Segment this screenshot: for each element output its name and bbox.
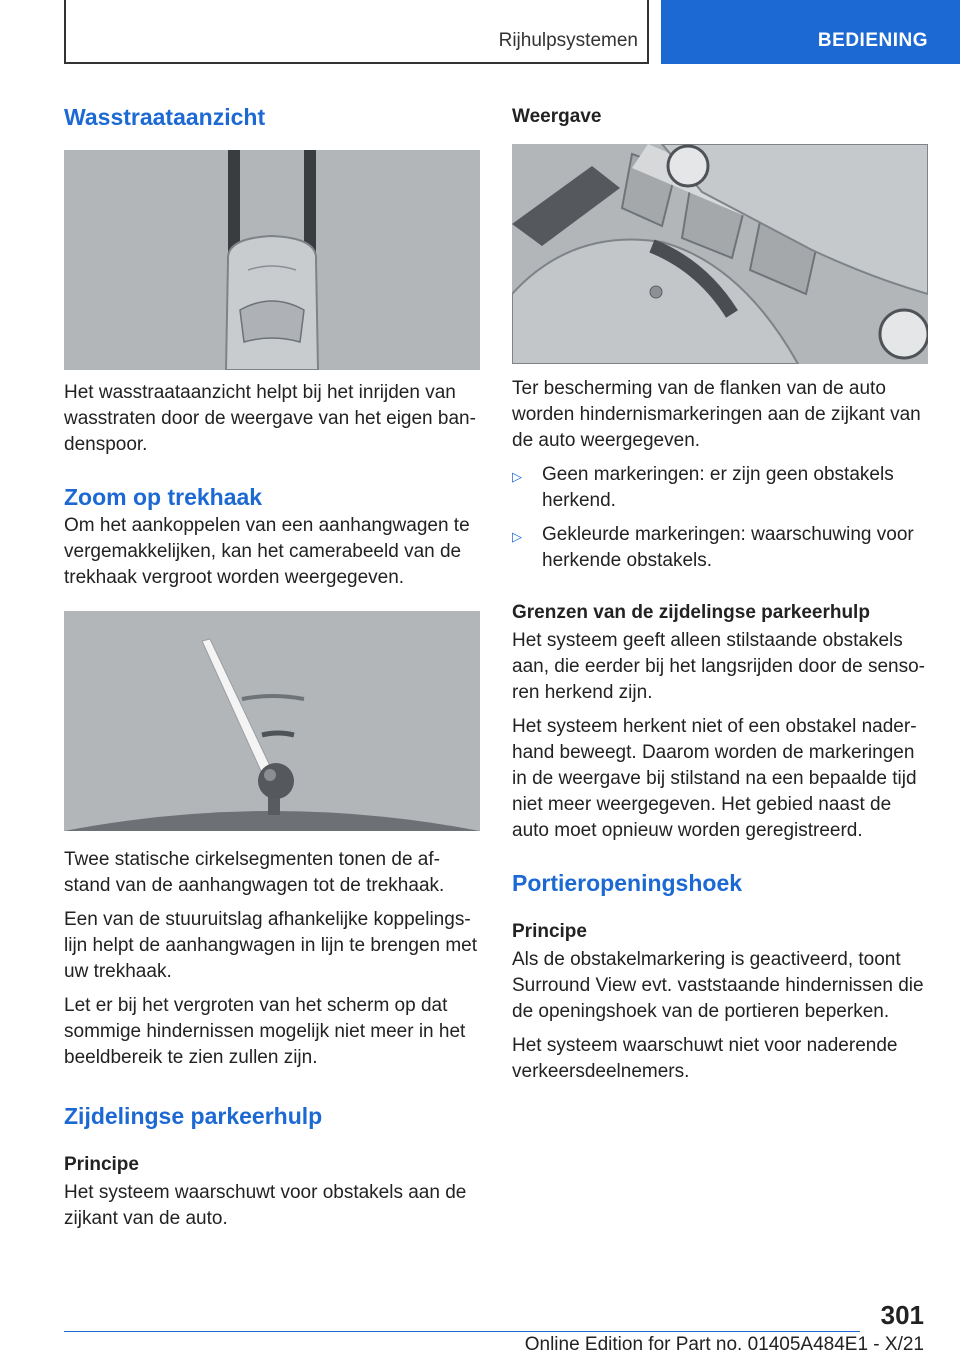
heading-wasstraataanzicht: Wasstraataanzicht	[64, 104, 266, 130]
paragraph-door-1: Als de obstakelmarkering is geactiveerd, toont Surround View evt. vaststaande hindernissen die de openingshoek van de portieren beperken.	[512, 948, 924, 1022]
figure-tow-hitch-zoom	[64, 611, 480, 831]
figure-side-parking-display	[512, 144, 928, 364]
left-column	[64, 104, 480, 1232]
paragraph-limits-2: Het systeem herkent niet of een obstakel naderhand beweegt. Daarom worden de markeringen in de weergave bij stilstand na een bepaalde tijd niet meer weergegeven. Het gebied naast de auto moet opnieuw worden geregistreerd.	[512, 716, 917, 841]
footer-divider	[64, 1331, 860, 1332]
subheading-principe-right: Principe	[512, 920, 587, 942]
triangle-bullet-icon: ▷	[512, 469, 522, 484]
triangle-bullet-icon: ▷	[512, 529, 522, 544]
paragraph-zoom-description: Om het aankoppelen van een aanhangwagen te vergemakkelijken, kan het camerabeeld van de trekhaak vergroot worden weergegeven.	[64, 515, 470, 589]
list-item	[512, 522, 928, 574]
subheading-weergave: Weergave	[512, 106, 602, 127]
bullet-list	[512, 462, 928, 574]
heading-zoom-trekhaak: Zoom op trekhaak	[64, 483, 263, 510]
right-column	[512, 106, 928, 1085]
paragraph-circle-segments: Twee statische cirkelsegmenten tonen de afstand van de aanhangwagen tot de trekhaak.	[64, 849, 445, 897]
paragraph-zoom-note: Let er bij het vergroten van het scherm op dat sommige hindernissen mogelijk niet meer in het beeldbereik te zien zullen zijn.	[64, 995, 466, 1069]
header-chapter-tab: BEDIENING	[661, 0, 960, 64]
header-section-title: Rijhulpsystemen	[498, 30, 638, 51]
subheading-grenzen: Grenzen van de zijdelingse parkeerhulp	[512, 602, 870, 623]
page-number: 301	[880, 1300, 924, 1330]
list-item-text: Gekleurde markeringen: waarschuwing voor herkende obstakels.	[542, 524, 914, 571]
subheading-principe-left: Principe	[64, 1153, 139, 1175]
paragraph-view-description: Ter bescherming van de flanken van de auto worden hindernismarkeringen aan de zijkant van de auto weergegeven.	[512, 378, 921, 451]
heading-portieropeningshoek: Portieropeningshoek	[512, 870, 743, 896]
figure-car-wash-view	[64, 150, 480, 370]
list-item	[512, 462, 928, 514]
heading-zijdelingse-parkeerhulp: Zijdelingse parkeerhulp	[64, 1103, 323, 1130]
paragraph-coupling-line: Een van de stuuruitslag afhankelijke koppelingslijn helpt de aanhangwagen in lijn te brengen met uw trekhaak.	[64, 909, 478, 983]
paragraph-wash-description: Het wasstraataanzicht helpt bij het inrijden van wasstraten door de weergave van het eigen bandenspoor.	[64, 381, 476, 455]
paragraph-side-principle: Het systeem waarschuwt voor obstakels aan de zijkant van de auto.	[64, 1181, 467, 1229]
footer-edition-text: Online Edition for Part no. 01405A484E1 - X/21	[524, 1334, 924, 1355]
paragraph-limits-1: Het systeem geeft alleen stilstaande obstakels aan, die eerder bij het langsrijden door de sensoren herkend zijn.	[512, 630, 925, 703]
list-item-text: Geen markeringen: er zijn geen obstakels herkend.	[542, 464, 894, 511]
paragraph-door-2: Het systeem waarschuwt niet voor naderende verkeersdeelnemers.	[512, 1034, 898, 1082]
